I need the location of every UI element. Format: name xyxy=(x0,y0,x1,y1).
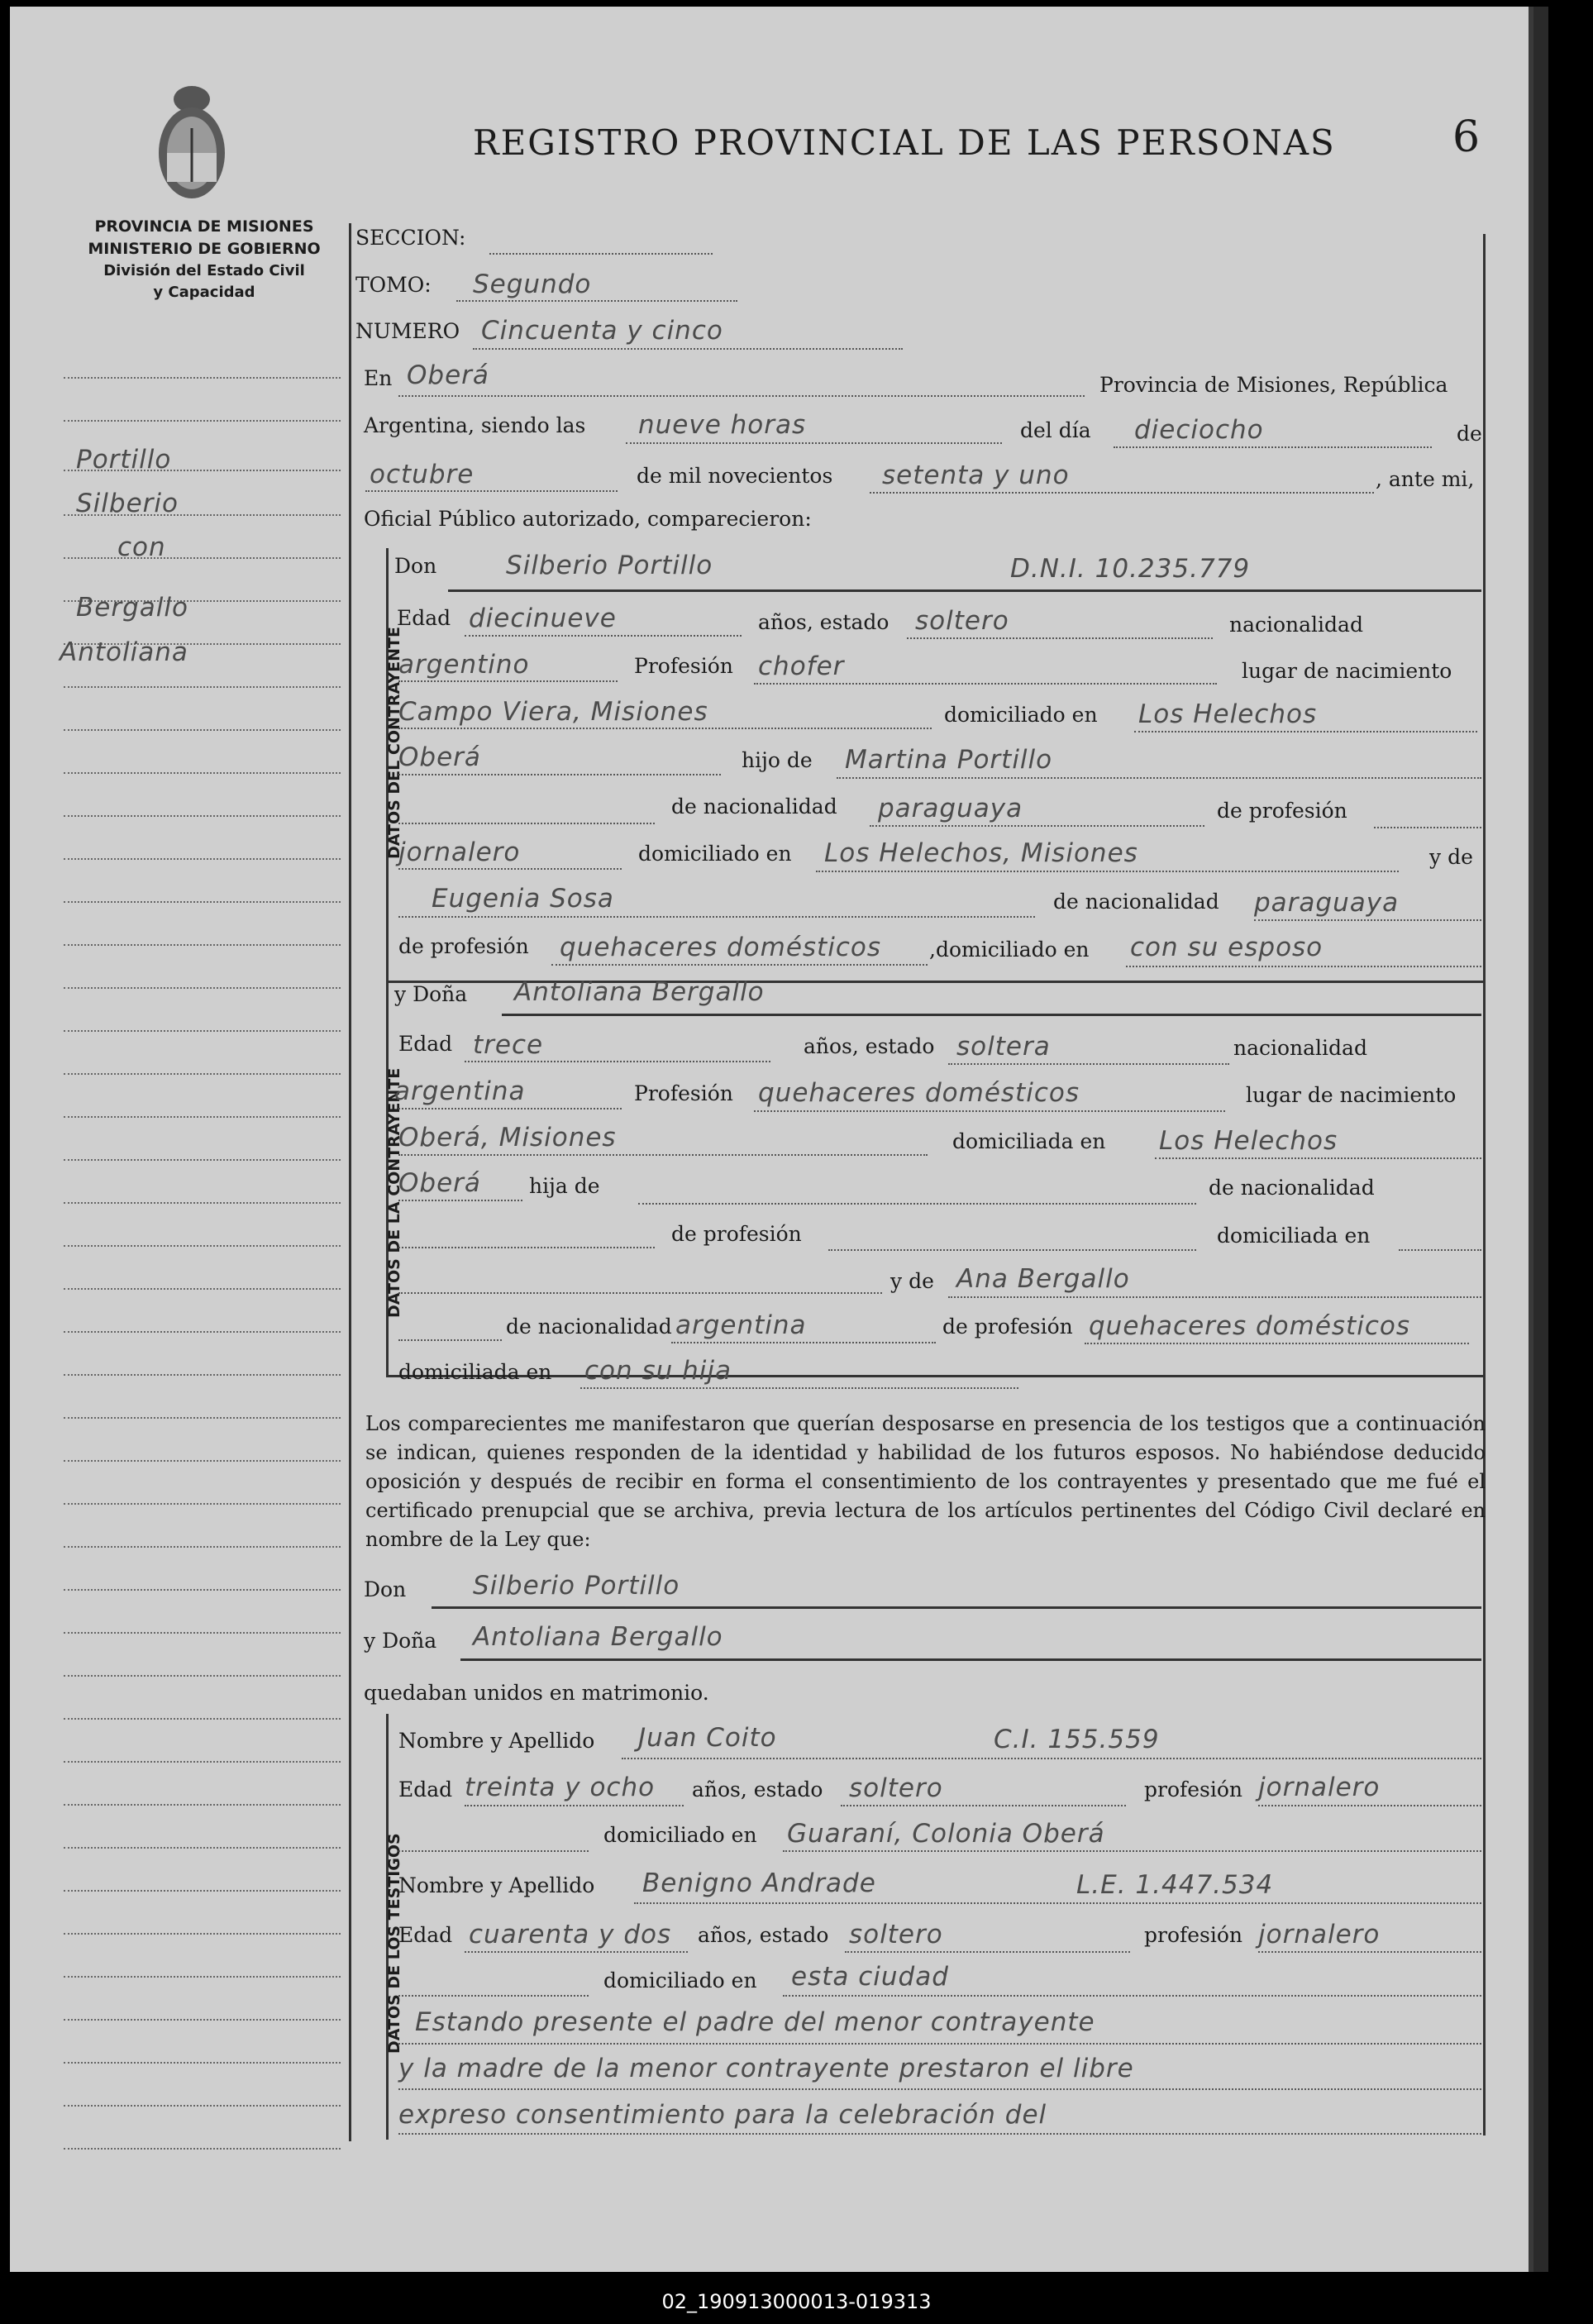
image-filename-caption: 02_190913000013-019313 xyxy=(661,2290,932,2313)
y-dona-label: y Doña xyxy=(394,982,468,1006)
novio-name-value: Silberio Portillo xyxy=(506,551,713,580)
org-province: PROVINCIA DE MISIONES xyxy=(94,217,314,236)
de-profesion-label-3: de profesión xyxy=(671,1222,802,1246)
de-profesion-label-2: de profesión xyxy=(398,934,529,958)
novia-madre-prof-value: quehaceres domésticos xyxy=(1089,1311,1410,1341)
tomo-value: Segundo xyxy=(473,270,592,299)
edad-label-2: Edad xyxy=(398,1032,453,1056)
nombre-apellido-label: Nombre y Apellido xyxy=(398,1729,595,1753)
novio-lugar-value: Campo Viera, Misiones xyxy=(398,697,708,727)
padre-prof-value: jornalero xyxy=(398,837,521,867)
ante-mi-label: , ante mi, xyxy=(1376,467,1475,491)
de-nacionalidad-label-4: de nacionalidad xyxy=(506,1315,672,1339)
domiciliado-label-2: domiciliado en xyxy=(638,842,792,866)
note-line-2: y la madre de la menor contrayente prestaron el libre xyxy=(398,2054,1134,2083)
novia-madre-nac-value: argentina xyxy=(675,1310,807,1340)
margin-note-line: con xyxy=(117,532,166,562)
siendo-label: Argentina, siendo las xyxy=(364,413,586,437)
margin-note-line: Portillo xyxy=(76,445,172,475)
provincia-label: Provincia de Misiones, República xyxy=(1099,373,1448,397)
testigo2-prof-value: jornalero xyxy=(1258,1920,1381,1949)
de-nacionalidad-label-3: de nacionalidad xyxy=(1209,1176,1375,1200)
profesion-lower-label: profesión xyxy=(1144,1778,1243,1801)
side-label-contrayenta: DATOS DE LA CONTRAYENTE xyxy=(385,1067,403,1318)
nombre-apellido-label-2: Nombre y Apellido xyxy=(398,1873,595,1897)
novia-prof-value: quehaceres domésticos xyxy=(758,1078,1080,1108)
profesion-lower-label-2: profesión xyxy=(1144,1923,1243,1947)
coat-of-arms-emblem xyxy=(150,83,233,207)
novia-lugar-value: Oberá, Misiones xyxy=(398,1123,617,1152)
declaration-paragraph: Los comparecientes me manifestaron que querían desposarse en presencia de los testigos que a continuación se indican, quienes responden de la identidad y habilidad de los futuros esposos. No habiéndose deducido oposición y después de recibir en forma el consentimiento de los contrayentes y presentado que me fué el certificado prenupcial que se archiva, previa lectura de los artículos pertinentes del Código Civil declaré en nombre de la Ley que: xyxy=(365,1412,1486,1551)
novia-madre-value: Ana Bergallo xyxy=(956,1264,1130,1294)
nacionalidad-label-2: nacionalidad xyxy=(1233,1036,1367,1060)
testigo1-edad-value: treinta y ocho xyxy=(465,1773,656,1802)
don-label-2: Don xyxy=(364,1577,407,1601)
domiciliado-coma-label: ,domiciliado en xyxy=(929,938,1090,962)
don-final-value: Silberio Portillo xyxy=(473,1571,680,1601)
seccion-label: SECCION: xyxy=(355,226,466,250)
anos-estado-label-3: años, estado xyxy=(692,1778,823,1801)
padre-dom-value: Los Helechos, Misiones xyxy=(824,838,1138,868)
dia-value: dieciocho xyxy=(1134,415,1264,445)
novia-name-value: Antoliana Bergallo xyxy=(514,977,765,1007)
en-label: En xyxy=(364,366,393,390)
madre-value: Eugenia Sosa xyxy=(432,884,614,914)
padre-nac-value: paraguaya xyxy=(878,794,1023,823)
dona-final-value: Antoliana Bergallo xyxy=(473,1622,723,1652)
note-line-3: expreso consentimiento para la celebración del xyxy=(398,2100,1047,2130)
de-label: de xyxy=(1457,422,1482,446)
padre-value: Martina Portillo xyxy=(845,745,1053,775)
tomo-label: TOMO: xyxy=(355,273,432,297)
y-dona-label-2: y Doña xyxy=(364,1629,437,1653)
y-de-label: y de xyxy=(1429,845,1473,869)
main-frame-left xyxy=(349,223,351,2141)
testigo1-doc-value: C.I. 155.559 xyxy=(994,1725,1160,1754)
org-ministry: MINISTERIO DE GOBIERNO xyxy=(88,240,321,258)
novio-nac-value: argentino xyxy=(398,650,530,680)
side-label-contrayente: DATOS DEL CONTRAYENTE xyxy=(385,627,403,859)
page-number: 6 xyxy=(1452,112,1481,162)
note-line-1: Estando presente el padre del menor contrayente xyxy=(415,2007,1095,2037)
org-capacity: y Capacidad xyxy=(153,284,255,301)
side-label-testigos: DATOS DE LOS TESTIGOS xyxy=(385,1833,403,2054)
anos-estado-label: años, estado xyxy=(758,610,890,634)
novio-edad-value: diecinueve xyxy=(469,604,617,633)
testigo1-dom-value: Guaraní, Colonia Oberá xyxy=(787,1819,1105,1849)
anos-estado-label-4: años, estado xyxy=(698,1923,829,1947)
nacionalidad-label: nacionalidad xyxy=(1229,613,1363,637)
hija-de-label: hija de xyxy=(529,1174,600,1198)
testigo1-prof-value: jornalero xyxy=(1258,1773,1381,1802)
domiciliado-label-4: domiciliado en xyxy=(603,1968,757,1992)
org-division: División del Estado Civil xyxy=(103,262,305,279)
edad-label-4: Edad xyxy=(398,1923,453,1947)
de-nacionalidad-label-2: de nacionalidad xyxy=(1053,890,1219,914)
numero-value: Cincuenta y cinco xyxy=(481,316,723,346)
edad-label: Edad xyxy=(397,606,451,630)
domiciliado-label: domiciliado en xyxy=(944,703,1098,727)
domiciliada-label: domiciliada en xyxy=(952,1129,1106,1153)
register-page xyxy=(10,7,1533,2272)
novia-edad-value: trece xyxy=(473,1030,544,1060)
madre-dom-value: con su esposo xyxy=(1130,933,1324,962)
oficial-label: Oficial Público autorizado, comparecieron: xyxy=(364,507,812,531)
madre-prof-value: quehaceres domésticos xyxy=(560,933,881,962)
organization-block xyxy=(68,216,341,303)
domiciliada-label-3: domiciliada en xyxy=(398,1360,552,1384)
novia-dom-value: Los Helechos xyxy=(1159,1126,1338,1156)
margin-note-line: Bergallo xyxy=(76,593,188,623)
madre-nac-value: paraguaya xyxy=(1254,888,1400,918)
anio-value: setenta y uno xyxy=(882,461,1070,490)
page-title: REGISTRO PROVINCIAL DE LAS PERSONAS xyxy=(473,122,1336,163)
main-frame-right xyxy=(1483,234,1486,2136)
novio-prof-value: chofer xyxy=(758,651,845,681)
y-de-label-2: y de xyxy=(890,1269,934,1293)
novio-estado-value: soltero xyxy=(915,606,1009,636)
novia-dom2-value: Oberá xyxy=(398,1168,481,1198)
novio-doc-value: D.N.I. 10.235.779 xyxy=(1010,554,1251,584)
de-mil-label: de mil novecientos xyxy=(637,464,833,488)
mes-value: octubre xyxy=(370,460,475,489)
profesion-label-2: Profesión xyxy=(634,1081,733,1105)
testigo2-name-value: Benigno Andrade xyxy=(642,1868,876,1898)
novia-nac-value: argentina xyxy=(394,1076,526,1106)
anos-estado-label-2: años, estado xyxy=(804,1034,935,1058)
de-profesion-label-4: de profesión xyxy=(942,1315,1073,1339)
novio-dom2-value: Oberá xyxy=(398,742,481,772)
testigo2-dom-value: esta ciudad xyxy=(791,1962,949,1992)
domiciliado-label-3: domiciliado en xyxy=(603,1823,757,1847)
de-profesion-label: de profesión xyxy=(1217,799,1347,823)
edad-label-3: Edad xyxy=(398,1778,453,1801)
del-dia-label: del día xyxy=(1020,418,1091,442)
novia-madre-dom-value: con su hija xyxy=(584,1356,732,1386)
testigo1-name-value: Juan Coito xyxy=(638,1723,777,1753)
lugar-value: Oberá xyxy=(407,360,489,390)
testigo2-edad-value: cuarenta y dos xyxy=(469,1920,672,1949)
testigo2-estado-value: soltero xyxy=(849,1920,943,1949)
lugar-nac-label-2: lugar de nacimiento xyxy=(1246,1083,1457,1107)
de-nacionalidad-label: de nacionalidad xyxy=(671,795,837,818)
don-label: Don xyxy=(394,554,437,578)
hora-value: nueve horas xyxy=(638,410,807,440)
margin-note-line: Antoliana xyxy=(60,637,188,667)
testigo2-doc-value: L.E. 1.447.534 xyxy=(1076,1870,1274,1900)
testigo1-estado-value: soltero xyxy=(849,1773,943,1803)
profesion-label: Profesión xyxy=(634,654,733,678)
domiciliada-label-2: domiciliada en xyxy=(1217,1224,1371,1248)
numero-label: NUMERO xyxy=(355,319,460,343)
quedaban-label: quedaban unidos en matrimonio. xyxy=(364,1681,709,1705)
novio-dom-value: Los Helechos xyxy=(1138,699,1318,729)
novia-estado-value: soltera xyxy=(956,1032,1051,1062)
margin-note-line: Silberio xyxy=(76,489,179,518)
lugar-nac-label: lugar de nacimiento xyxy=(1242,659,1452,683)
hijo-de-label: hijo de xyxy=(742,748,813,772)
book-spine xyxy=(1533,7,1548,2272)
